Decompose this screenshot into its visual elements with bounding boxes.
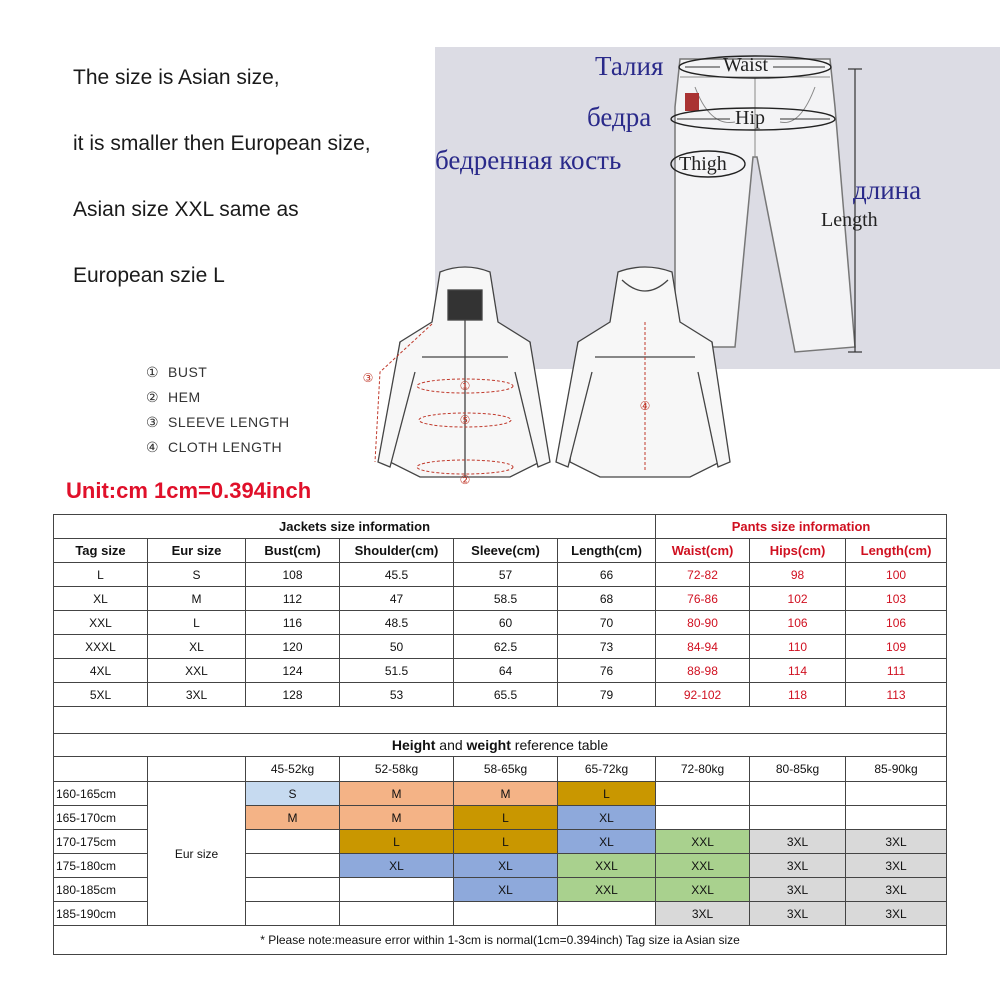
reference-cell: 3XL <box>656 902 750 926</box>
spacer-cell <box>54 707 947 734</box>
marker-five: ⑤ <box>459 413 471 427</box>
table-cell: 111 <box>846 659 947 683</box>
table-cell: 76-86 <box>656 587 750 611</box>
reference-cell: XL <box>558 830 656 854</box>
legend-number: ② <box>146 389 160 405</box>
reference-cell: XL <box>340 854 454 878</box>
jacket-back-drawing <box>556 267 730 477</box>
reference-cell: M <box>246 806 340 830</box>
reference-cell: S <box>246 782 340 806</box>
legend-number: ③ <box>146 414 160 430</box>
table-cell: S <box>148 563 246 587</box>
table-cell: 106 <box>846 611 947 635</box>
reference-cell: XXL <box>656 878 750 902</box>
reference-cell <box>656 806 750 830</box>
column-header: Bust(cm) <box>246 539 340 563</box>
reference-cell: M <box>340 806 454 830</box>
jacket-legend <box>146 360 290 460</box>
column-headers <box>54 539 947 563</box>
reference-title-and: and <box>439 737 463 753</box>
reference-cell: 3XL <box>846 878 947 902</box>
weight-header: 65-72kg <box>558 757 656 782</box>
reference-cell: 3XL <box>750 878 846 902</box>
weight-header: 58-65kg <box>454 757 558 782</box>
reference-cell: L <box>558 782 656 806</box>
table-cell: 108 <box>246 563 340 587</box>
reference-cell: XL <box>454 854 558 878</box>
intro-line-2: it is smaller then European size, <box>73 132 371 155</box>
column-header: Length(cm) <box>558 539 656 563</box>
jackets-title: Jackets size information <box>54 515 656 539</box>
table-row <box>54 659 947 683</box>
reference-title-height: Height <box>391 737 436 753</box>
table-cell: 124 <box>246 659 340 683</box>
reference-cell: 3XL <box>846 902 947 926</box>
table-row <box>54 563 947 587</box>
table-cell: 128 <box>246 683 340 707</box>
table-cell: 120 <box>246 635 340 659</box>
table-cell: L <box>148 611 246 635</box>
table-cell: 70 <box>558 611 656 635</box>
weight-header: 52-58kg <box>340 757 454 782</box>
table-cell: 118 <box>750 683 846 707</box>
reference-cell <box>340 902 454 926</box>
pants-title: Pants size information <box>656 515 947 539</box>
table-cell: 110 <box>750 635 846 659</box>
reference-cell <box>246 830 340 854</box>
reference-cell: M <box>454 782 558 806</box>
reference-cell: XL <box>558 806 656 830</box>
marker-bust: ① <box>459 379 471 393</box>
legend-label: CLOTH LENGTH <box>168 439 283 455</box>
table-cell: 73 <box>558 635 656 659</box>
table-row <box>54 683 947 707</box>
reference-cell <box>750 782 846 806</box>
table-cell: XXXL <box>54 635 148 659</box>
height-label: 175-180cm <box>54 854 148 878</box>
reference-cell: XXL <box>656 830 750 854</box>
column-header: Eur size <box>148 539 246 563</box>
legend-number: ④ <box>146 439 160 455</box>
reference-cell: L <box>454 806 558 830</box>
height-label: 170-175cm <box>54 830 148 854</box>
reference-cell <box>340 878 454 902</box>
table-cell: 80-90 <box>656 611 750 635</box>
table-cell: 92-102 <box>656 683 750 707</box>
table-cell: 109 <box>846 635 947 659</box>
table-cell: 66 <box>558 563 656 587</box>
reference-cell <box>246 902 340 926</box>
table-cell: 53 <box>340 683 454 707</box>
marker-sleeve: ③ <box>362 371 374 385</box>
blank-cell <box>148 757 246 782</box>
table-cell: 3XL <box>148 683 246 707</box>
table-cell: 72-82 <box>656 563 750 587</box>
table-cell: 57 <box>454 563 558 587</box>
reference-cell: 3XL <box>750 854 846 878</box>
table-cell: XL <box>148 635 246 659</box>
hip-label-en: Hip <box>735 107 765 129</box>
height-label: 180-185cm <box>54 878 148 902</box>
table-cell: 58.5 <box>454 587 558 611</box>
table-title-row <box>54 515 947 539</box>
column-header: Tag size <box>54 539 148 563</box>
table-cell: XXL <box>54 611 148 635</box>
table-row <box>54 635 947 659</box>
reference-cell: XXL <box>558 854 656 878</box>
table-cell: 116 <box>246 611 340 635</box>
reference-title-row <box>54 734 947 757</box>
column-header: Waist(cm) <box>656 539 750 563</box>
reference-title-weight: weight <box>466 737 511 753</box>
spacer-row <box>54 707 947 734</box>
table-cell: 60 <box>454 611 558 635</box>
table-cell: 47 <box>340 587 454 611</box>
reference-cell <box>750 806 846 830</box>
table-cell: 98 <box>750 563 846 587</box>
marker-hem: ② <box>459 473 471 487</box>
table-cell: 88-98 <box>656 659 750 683</box>
table-cell: 79 <box>558 683 656 707</box>
reference-cell <box>558 902 656 926</box>
size-chart-table <box>53 514 947 955</box>
column-header: Shoulder(cm) <box>340 539 454 563</box>
table-cell: 45.5 <box>340 563 454 587</box>
legend-item <box>146 385 290 410</box>
length-label-en: Length <box>821 209 878 231</box>
waist-label-ru: Талия <box>595 51 664 81</box>
table-cell: 4XL <box>54 659 148 683</box>
reference-title-rest: reference table <box>514 737 609 753</box>
thigh-label-ru: бедренная кость <box>435 145 622 175</box>
reference-cell: 3XL <box>846 854 947 878</box>
reference-cell <box>656 782 750 806</box>
table-cell: 106 <box>750 611 846 635</box>
legend-item <box>146 435 290 460</box>
table-cell: 112 <box>246 587 340 611</box>
unit-note: Unit:cm 1cm=0.394inch <box>66 478 312 503</box>
legend-label: SLEEVE LENGTH <box>168 414 290 430</box>
legend-item <box>146 410 290 435</box>
table-cell: 65.5 <box>454 683 558 707</box>
table-cell: 50 <box>340 635 454 659</box>
table-cell: 64 <box>454 659 558 683</box>
table-cell: L <box>54 563 148 587</box>
reference-cell: XL <box>454 878 558 902</box>
jacket-front-drawing <box>378 267 550 477</box>
legend-number: ① <box>146 364 160 380</box>
reference-cell: M <box>340 782 454 806</box>
measurement-note: * Please note:measure error within 1-3cm is normal(1cm=0.394inch) Tag size ia Asian size <box>54 926 947 955</box>
weight-header: 80-85kg <box>750 757 846 782</box>
table-cell: 76 <box>558 659 656 683</box>
reference-cell <box>454 902 558 926</box>
column-header: Hips(cm) <box>750 539 846 563</box>
table-row <box>54 611 947 635</box>
weight-header: 45-52kg <box>246 757 340 782</box>
reference-row <box>54 782 947 806</box>
table-cell: 51.5 <box>340 659 454 683</box>
height-label: 160-165cm <box>54 782 148 806</box>
reference-cell <box>846 782 947 806</box>
table-cell: 114 <box>750 659 846 683</box>
reference-title <box>54 734 947 757</box>
reference-cell: 3XL <box>750 830 846 854</box>
height-label: 165-170cm <box>54 806 148 830</box>
reference-cell: 3XL <box>846 830 947 854</box>
waist-label-en: Waist <box>723 54 769 76</box>
height-label: 185-190cm <box>54 902 148 926</box>
blank-cell <box>54 757 148 782</box>
intro-line-1: The size is Asian size, <box>73 66 280 89</box>
table-cell: XL <box>54 587 148 611</box>
column-header: Length(cm) <box>846 539 947 563</box>
table-row <box>54 587 947 611</box>
reference-cell <box>246 878 340 902</box>
table-cell: XXL <box>148 659 246 683</box>
intro-line-4: European szie L <box>73 264 225 287</box>
intro-line-3: Asian size XXL same as <box>73 198 299 221</box>
reference-cell: XXL <box>656 854 750 878</box>
reference-cell: XXL <box>558 878 656 902</box>
table-cell: 68 <box>558 587 656 611</box>
reference-cell <box>246 854 340 878</box>
legend-item <box>146 360 290 385</box>
table-cell: 5XL <box>54 683 148 707</box>
table-cell: 103 <box>846 587 947 611</box>
legend-label: BUST <box>168 364 208 380</box>
table-cell: 102 <box>750 587 846 611</box>
reference-cell: L <box>340 830 454 854</box>
table-cell: 113 <box>846 683 947 707</box>
weight-header: 72-80kg <box>656 757 750 782</box>
table-cell: 84-94 <box>656 635 750 659</box>
reference-cell <box>846 806 947 830</box>
weight-header-row <box>54 757 947 782</box>
column-header: Sleeve(cm) <box>454 539 558 563</box>
table-cell: 100 <box>846 563 947 587</box>
reference-cell: L <box>454 830 558 854</box>
legend-label: HEM <box>168 389 201 405</box>
table-cell: 62.5 <box>454 635 558 659</box>
marker-length: ④ <box>639 399 651 413</box>
note-row <box>54 926 947 955</box>
reference-cell: 3XL <box>750 902 846 926</box>
hip-label-ru: бедра <box>587 102 652 132</box>
jacket-diagram <box>360 262 740 494</box>
table-cell: M <box>148 587 246 611</box>
weight-header: 85-90kg <box>846 757 947 782</box>
thigh-label-en: Thigh <box>679 153 727 175</box>
length-label-ru: длина <box>853 175 922 205</box>
eur-size-label: Eur size <box>148 782 246 926</box>
table-cell: 48.5 <box>340 611 454 635</box>
